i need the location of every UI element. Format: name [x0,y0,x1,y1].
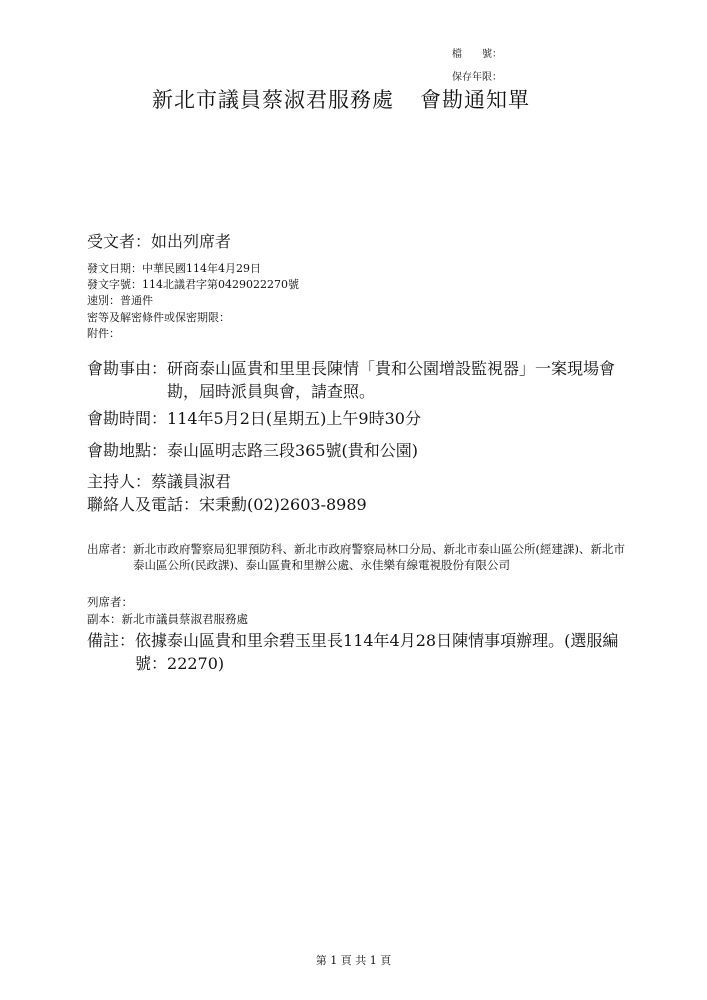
page-title [152,84,530,114]
speed-line [87,293,153,308]
issue-date-line [87,261,261,276]
recipient-label: 受文者： [87,232,152,251]
secrecy-label: 密等及解密條件或保密期限： [87,311,230,324]
document-number-value: 114北議君字第0429022270號 [142,278,299,291]
inspection-subject [87,357,622,403]
contact-value: 宋秉勳(02)2603-8989 [199,495,367,514]
attachment-line [87,326,120,341]
attachment-label: 附件： [87,327,120,340]
copy-value: 新北市議員蔡淑君服務處 [121,612,248,626]
inspection-place-label: 會勘地點： [87,441,168,460]
host-value: 蔡議員淑君 [151,472,232,491]
contact-line [87,493,367,516]
copy-label: 副本： [87,612,122,626]
speed-value: 普通件 [120,294,153,307]
note-value: 依據泰山區貴和里余碧玉里長114年4月28日陳情事項辦理。(選服編號：22270) [135,631,619,673]
inspection-time [87,407,421,430]
secrecy-line [87,310,230,325]
contact-label: 聯絡人及電話： [87,495,200,514]
recipient-line [87,230,231,253]
retention-period-label: 保存年限： [452,72,502,83]
attendees-present-value: 新北市政府警察局犯罪預防科、新北市政府警察局林口分局、新北市泰山區公所(經建課)、新北市泰山區公所(民政課)、泰山區貴和里辦公處、永佳樂有線電視股份有限公司 [133,542,625,572]
document-number-label: 發文字號： [87,278,142,291]
issue-date-value: 中華民國114年4月29日 [142,262,261,275]
speed-label: 速別： [87,294,120,307]
inspection-subject-label: 會勘事由： [87,359,168,378]
inspection-time-value: 114年5月2日(星期五)上午9時30分 [167,409,421,428]
issue-date-label: 發文日期： [87,262,142,275]
inspection-place [87,439,418,462]
document-number-line [87,277,299,292]
host-line [87,470,231,493]
office-name: 新北市議員蔡淑君服務處 [152,88,394,112]
file-number-label: 檔 號： [452,49,502,60]
note-label: 備註： [87,631,136,650]
inspection-time-label: 會勘時間： [87,409,168,428]
copy-line [87,611,248,627]
attendees-observer [87,594,133,610]
inspection-place-value: 泰山區明志路三段365號(貴和公園) [167,441,419,460]
inspection-subject-value: 研商泰山區貴和里里長陳情「貴和公園增設監視器」一案現場會勘，屆時派員與會，請查照。 [167,359,616,401]
host-label: 主持人： [87,472,152,491]
attendees-present [87,541,632,573]
recipient-value: 如出列席者 [151,232,232,251]
document-type: 會勘通知單 [420,88,530,112]
note [87,629,622,675]
attendees-present-label: 出席者： [87,542,133,556]
attendees-observer-label: 列席者： [87,595,133,609]
page-number: 第 1 頁 共 1 頁 [315,954,392,967]
